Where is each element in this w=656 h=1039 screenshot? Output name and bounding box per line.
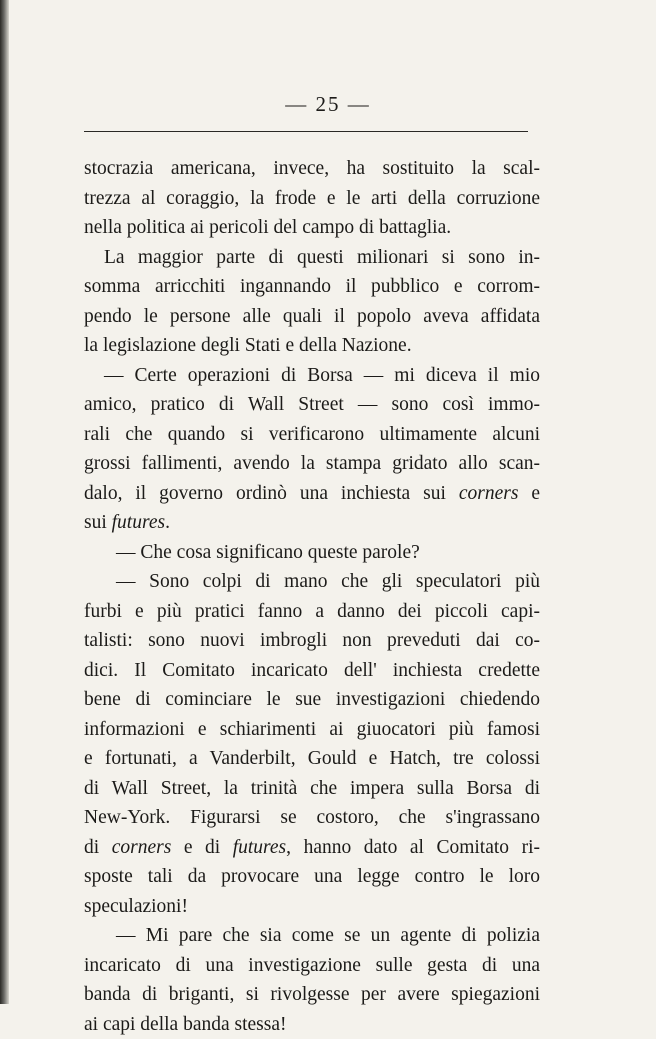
text-line: la legislazione degli Stati e della Nazione. (84, 331, 540, 361)
text-line: — Mi pare che sia come se un agente di polizia (84, 921, 540, 951)
text-line: New-York. Figurarsi se costoro, che s'ingrassano (84, 803, 540, 833)
text-line: sui futures. (84, 508, 540, 538)
text-line: speculazioni! (84, 892, 540, 922)
text-line: — Certe operazioni di Borsa — mi diceva il mio (84, 361, 540, 391)
text-line: ai capi della banda stessa! (84, 1010, 540, 1039)
text-line: — Che cosa significano queste parole? (84, 538, 540, 568)
text-line: informazioni e schiarimenti ai giuocatori più famosi (84, 715, 540, 745)
text-line: trezza al coraggio, la frode e le arti della corruzione (84, 184, 540, 214)
text-line: furbi e più pratici fanno a danno dei piccoli capi- (84, 597, 540, 627)
text-line: sposte tali da provocare una legge contro le loro (84, 862, 540, 892)
body-text (84, 154, 540, 1039)
page-number: — 25 — (0, 92, 656, 117)
text-line: di Wall Street, la trinità che impera sulla Borsa di (84, 774, 540, 804)
text-line: incaricato di una investigazione sulle gesta di una (84, 951, 540, 981)
text-line: dalo, il governo ordinò una inchiesta sui corners e (84, 479, 540, 509)
page-edge-shadow (0, 0, 9, 1004)
text-line: amico, pratico di Wall Street — sono così immo- (84, 390, 540, 420)
text-line: talisti: sono nuovi imbrogli non preveduti dai co- (84, 626, 540, 656)
text-line: e fortunati, a Vanderbilt, Gould e Hatch, tre colossi (84, 744, 540, 774)
text-line: banda di briganti, si rivolgesse per avere spiegazioni (84, 980, 540, 1010)
text-line: pendo le persone alle quali il popolo aveva affidata (84, 302, 540, 332)
text-line: stocrazia americana, invece, ha sostituito la scal- (84, 154, 540, 184)
text-line: somma arricchiti ingannando il pubblico e corrom- (84, 272, 540, 302)
text-line: rali che quando si verificarono ultimamente alcuni (84, 420, 540, 450)
text-line: grossi fallimenti, avendo la stampa gridato allo scan- (84, 449, 540, 479)
text-line: dici. Il Comitato incaricato dell' inchiesta credette (84, 656, 540, 686)
text-line: — Sono colpi di mano che gli speculatori più (84, 567, 540, 597)
text-line: di corners e di futures, hanno dato al Comitato ri- (84, 833, 540, 863)
text-line: nella politica ai pericoli del campo di battaglia. (84, 213, 540, 243)
header-rule (84, 131, 528, 132)
text-line: La maggior parte di questi milionari si sono in- (84, 243, 540, 273)
text-line: bene di cominciare le sue investigazioni chiedendo (84, 685, 540, 715)
